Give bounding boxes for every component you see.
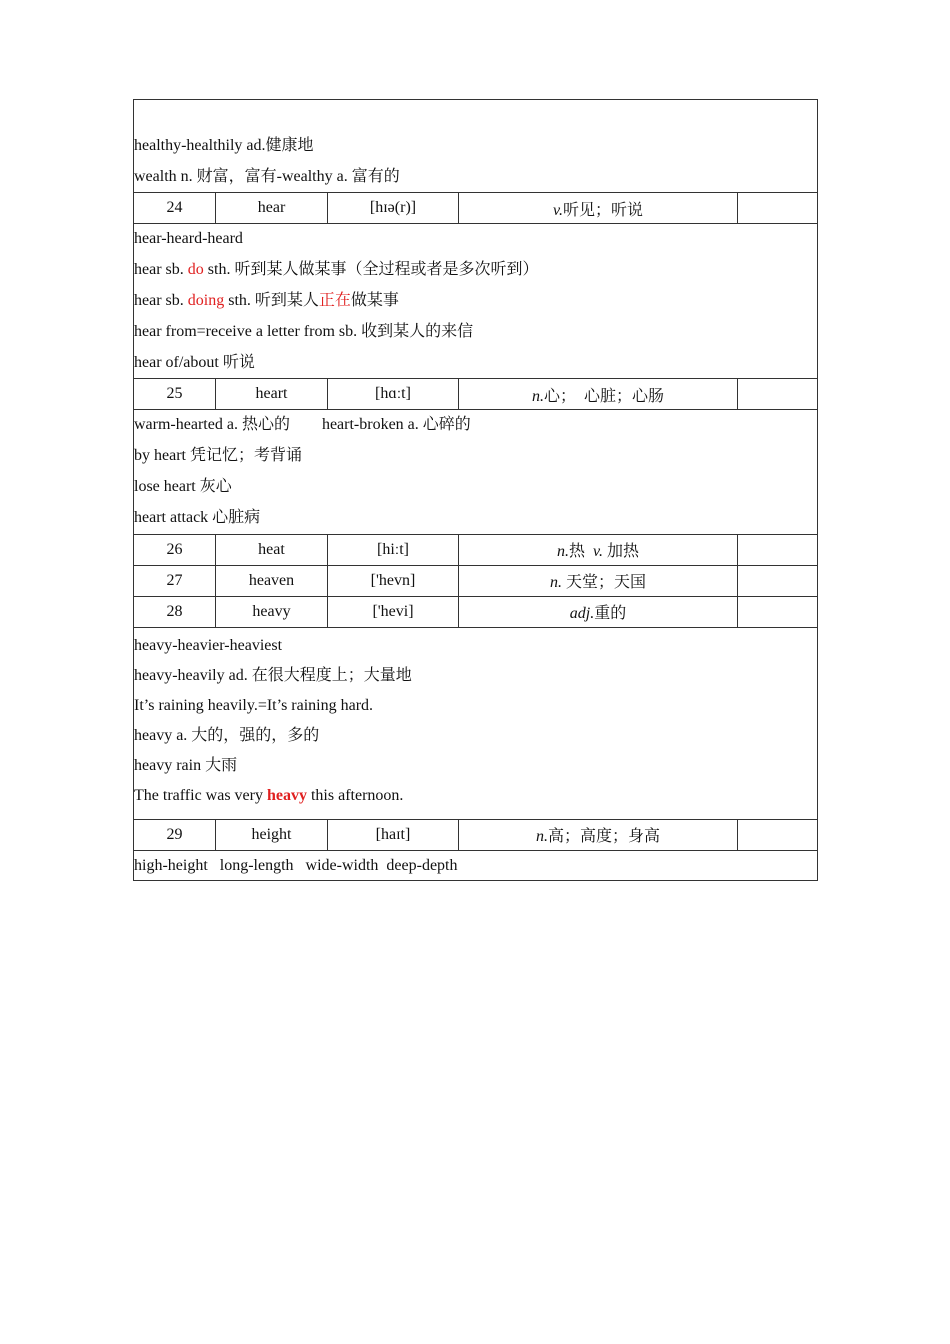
vocabulary-table — [133, 99, 818, 881]
highlight-text: do — [187, 261, 204, 279]
word-row — [134, 596, 818, 627]
entry-number: 27 — [134, 565, 216, 596]
notes-cell — [134, 100, 818, 193]
part-of-speech: n. — [535, 828, 548, 846]
word-row — [134, 565, 818, 596]
note-line: heavy-heavily ad. 在很大程度上；大量地 — [134, 666, 412, 684]
part-of-speech: n. — [557, 543, 570, 561]
notes-cell — [134, 410, 818, 534]
entry-meaning — [459, 379, 738, 410]
part-of-speech: v. — [593, 543, 603, 561]
word-row — [134, 819, 818, 850]
entry-word: hear — [216, 193, 328, 224]
note-line: hear from=receive a letter from sb. 收到某人的来信 — [134, 322, 474, 340]
note-text: sth. 听到某人 — [224, 291, 319, 309]
note-line — [134, 100, 817, 131]
highlight-text: 正在 — [318, 291, 351, 309]
note-text: this afternoon. — [306, 786, 404, 804]
entry-phonetic: ['hevi] — [328, 596, 459, 627]
note-text: 做某事 — [350, 291, 399, 309]
entry-blank-cell — [738, 379, 818, 410]
note-line — [134, 781, 817, 811]
part-of-speech: n. — [531, 387, 544, 405]
entry-word: height — [216, 819, 328, 850]
note-line: hear-heard-heard — [134, 230, 243, 248]
notes-cell — [134, 627, 818, 819]
entry-meaning — [459, 193, 738, 224]
entry-blank-cell — [738, 534, 818, 565]
meaning-text: 听见；听说 — [562, 201, 643, 219]
entry-word: heart — [216, 379, 328, 410]
entry-meaning — [459, 565, 738, 596]
note-line: by heart 凭记忆；考背诵 — [134, 447, 302, 465]
entry-number: 24 — [134, 193, 216, 224]
entry-meaning — [459, 819, 738, 850]
entry-word: heaven — [216, 565, 328, 596]
entry-blank-cell — [738, 819, 818, 850]
word-row — [134, 193, 818, 224]
note-line: heavy-heavier-heaviest — [134, 636, 283, 654]
note-line: high-height long-length wide-width deep-depth — [134, 856, 458, 874]
entry-meaning — [459, 534, 738, 565]
entry-phonetic: [hiːt] — [328, 534, 459, 565]
note-line: healthy-healthily ad.健康地 — [134, 136, 314, 154]
notes-row — [134, 224, 818, 379]
notes-row — [134, 850, 818, 880]
entry-word: heat — [216, 534, 328, 565]
note-line: warm-hearted a. 热心的 heart-broken a. 心碎的 — [134, 416, 471, 434]
meaning-text: 重的 — [594, 605, 627, 623]
entry-blank-cell — [738, 596, 818, 627]
notes-cell — [134, 224, 818, 379]
entry-phonetic: [hɪə(r)] — [328, 193, 459, 224]
entry-number: 26 — [134, 534, 216, 565]
notes-row — [134, 410, 818, 534]
note-line: wealth n. 财富，富有-wealthy a. 富有的 — [134, 167, 400, 185]
entry-blank-cell — [738, 565, 818, 596]
meaning-text: 高；高度；身高 — [547, 828, 660, 846]
part-of-speech: n. — [549, 574, 562, 592]
meaning-text: 天堂；天国 — [561, 574, 646, 592]
note-text: hear sb. — [134, 291, 188, 309]
meaning-text: 热 — [569, 543, 594, 561]
note-text: hear sb. — [134, 261, 188, 279]
entry-word: heavy — [216, 596, 328, 627]
note-line: It’s raining heavily.=It’s raining hard. — [134, 696, 374, 714]
highlight-text: doing — [187, 291, 225, 309]
meaning-text: 加热 — [602, 543, 639, 561]
entry-phonetic: ['hevn] — [328, 565, 459, 596]
note-line — [134, 286, 817, 317]
note-line: hear of/about 听说 — [134, 353, 255, 371]
notes-row — [134, 627, 818, 819]
entry-number: 28 — [134, 596, 216, 627]
notes-cell — [134, 850, 818, 880]
note-line: heavy rain 大雨 — [134, 756, 238, 774]
part-of-speech: adj. — [569, 605, 595, 623]
highlight-text: heavy — [266, 786, 307, 804]
note-line: lose heart 灰心 — [134, 477, 232, 495]
notes-row — [134, 100, 818, 193]
entry-number: 29 — [134, 819, 216, 850]
word-row — [134, 379, 818, 410]
entry-number: 25 — [134, 379, 216, 410]
entry-phonetic: [haɪt] — [328, 819, 459, 850]
entry-blank-cell — [738, 193, 818, 224]
note-line: heart attack 心脏病 — [134, 508, 261, 526]
note-text: The traffic was very — [134, 786, 267, 804]
note-text: sth. 听到某人做某事（全过程或者是多次听到） — [203, 261, 539, 279]
entry-phonetic: [hɑːt] — [328, 379, 459, 410]
note-line — [134, 255, 817, 286]
note-line: heavy a. 大的，强的，多的 — [134, 726, 320, 744]
part-of-speech: v. — [553, 201, 563, 219]
meaning-text: 心； 心脏；心肠 — [543, 387, 664, 405]
entry-meaning — [459, 596, 738, 627]
word-row — [134, 534, 818, 565]
